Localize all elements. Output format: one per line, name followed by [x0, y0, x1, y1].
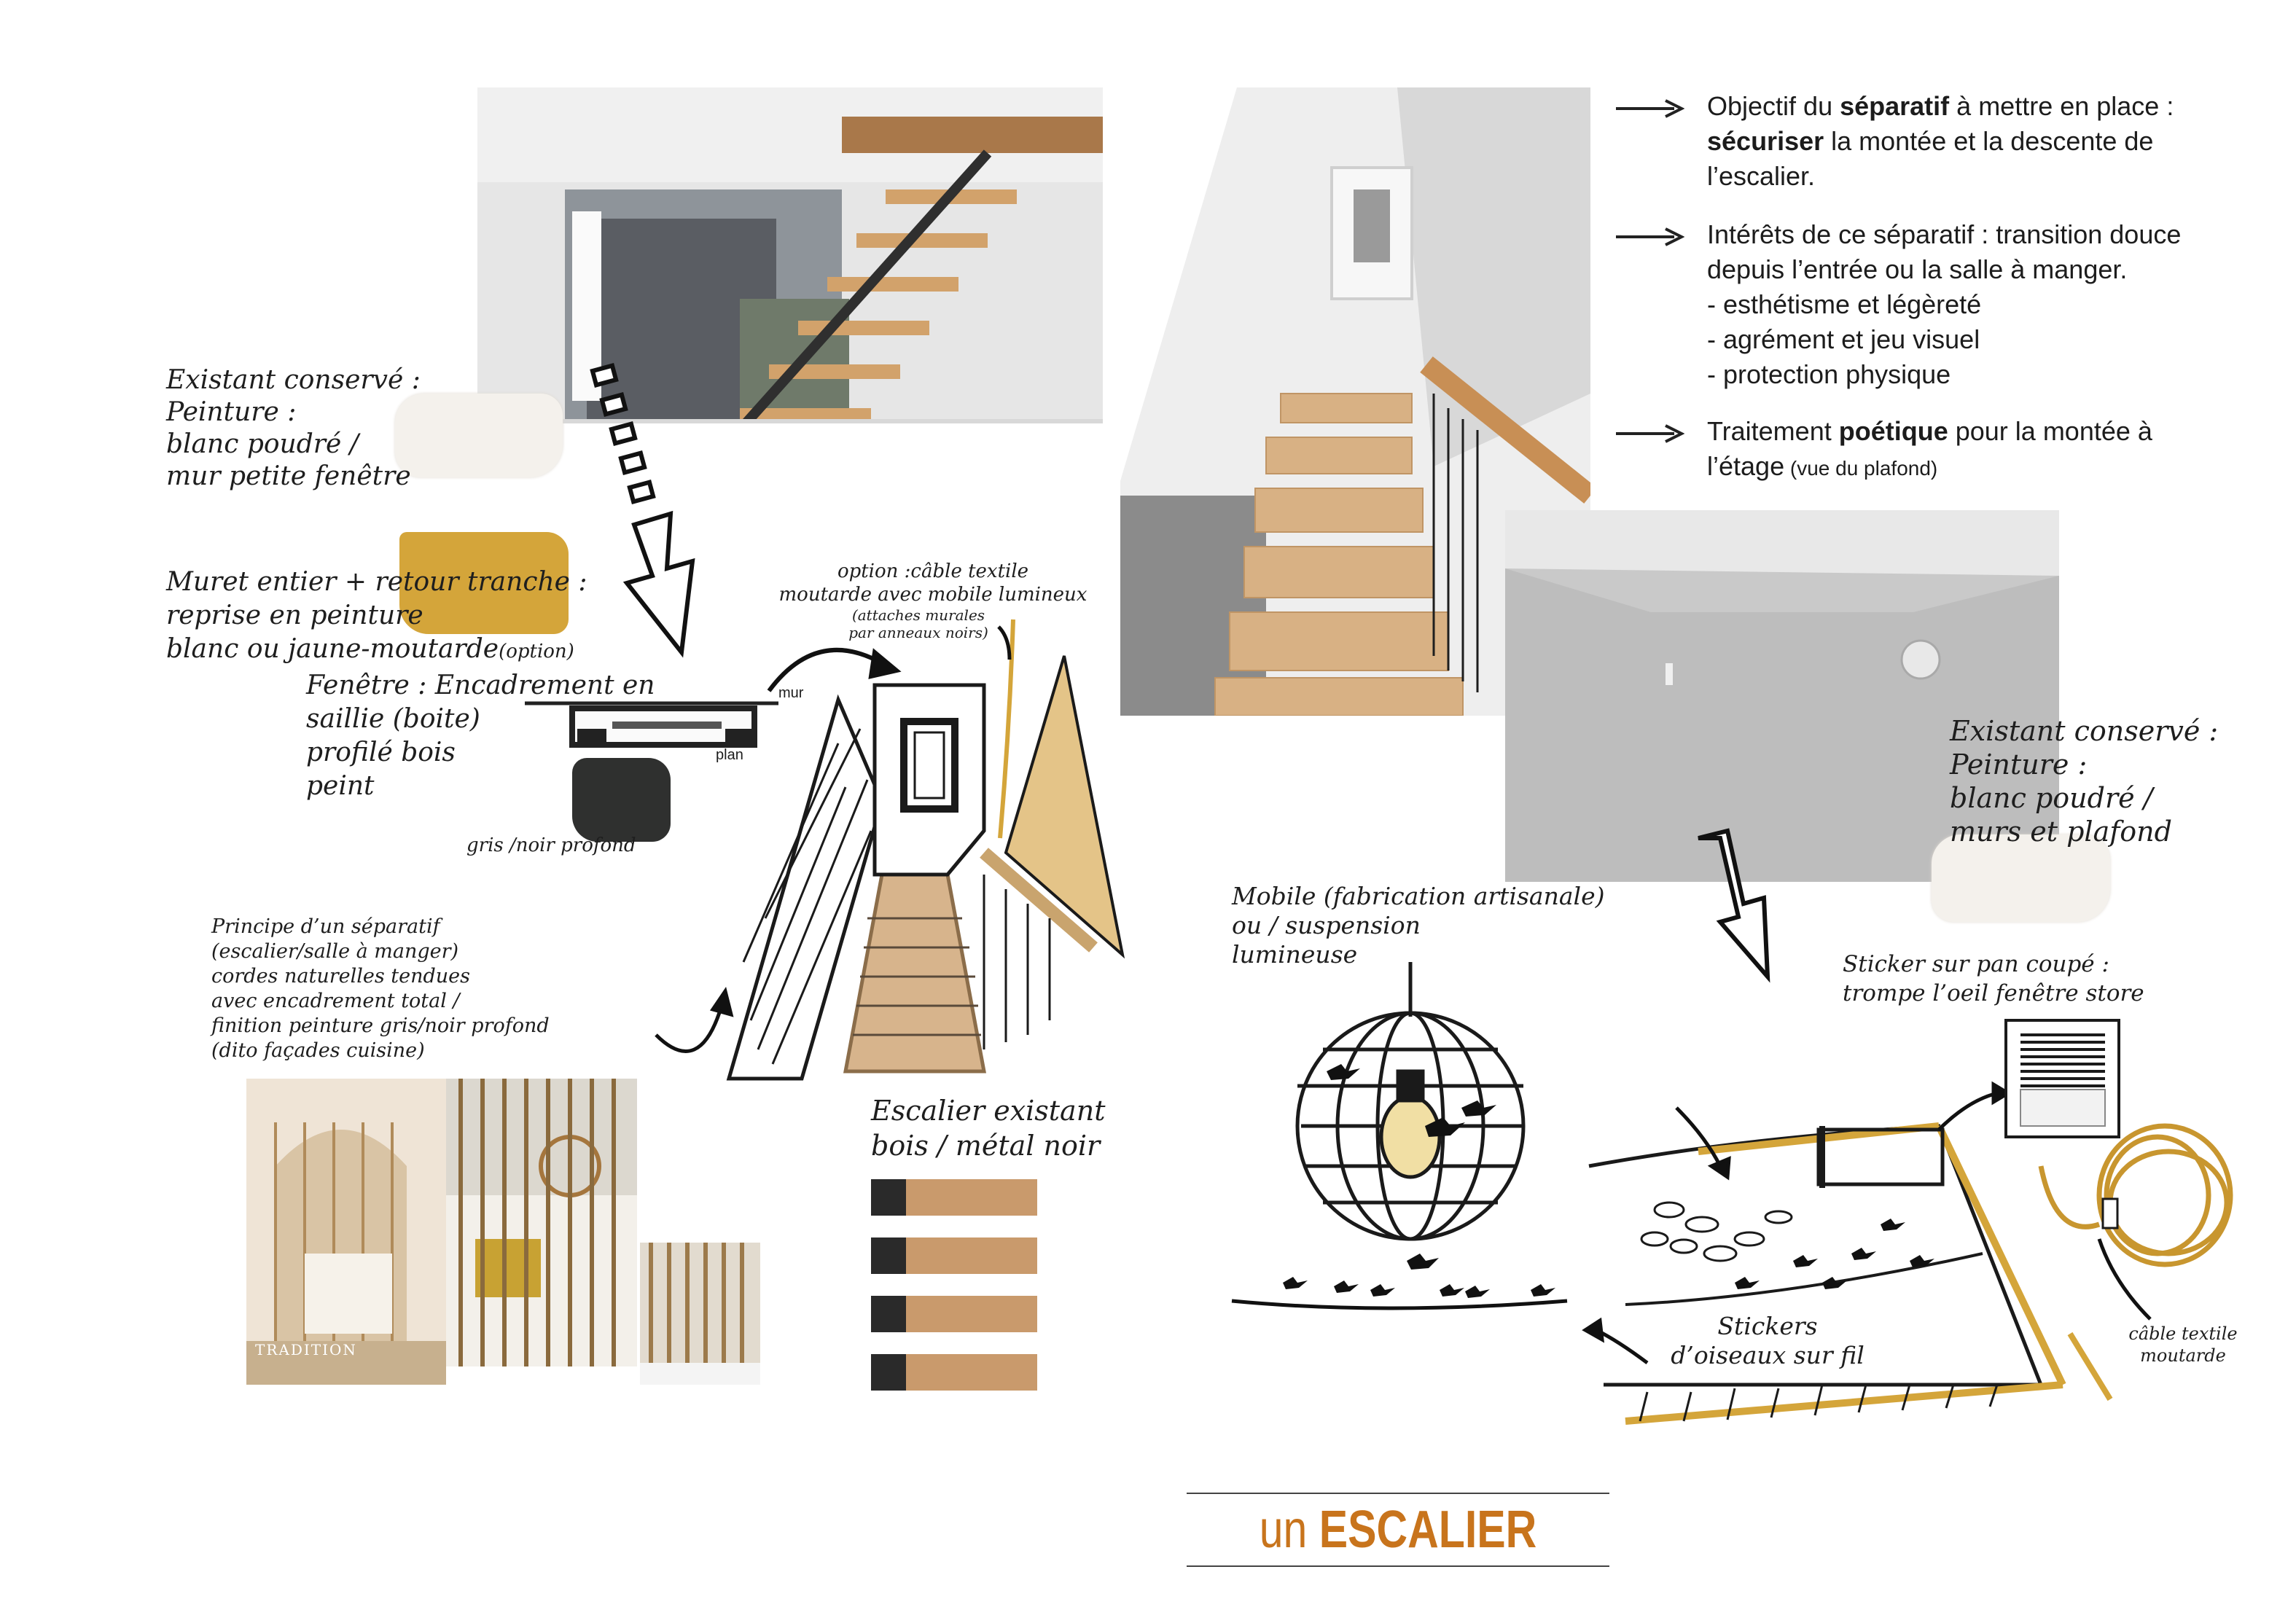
note-stickers-birds: Stickers d’oiseaux sur fil [1671, 1312, 1864, 1369]
cable-segment [2070, 1334, 2110, 1399]
arrow-right-icon [1614, 98, 1684, 120]
note-existing-left: Existant conservé : Peinture : blanc poudré / mur petite fenêtre [166, 365, 421, 491]
bird-icon [1735, 1219, 1934, 1289]
label-plan: plan [716, 747, 743, 763]
note-gris-noir: gris /noir profond [466, 834, 636, 856]
note-escalier-existant: Escalier existant bois / métal noir [871, 1095, 1106, 1162]
note-cable-textile: câble textile moutarde [2128, 1323, 2238, 1366]
note-option-cable-small: (attaches murales par anneaux noirs) [848, 606, 988, 641]
bullet-item: - agrément et jeu visuel [1707, 324, 1980, 354]
label-mur: mur [778, 685, 804, 701]
page-title: un ESCALIER [1259, 1501, 1537, 1559]
plug-icon [2103, 1199, 2117, 1228]
pendant-cage-lamp-sketch [1297, 962, 1523, 1239]
note-fenetre: Fenêtre : Encadrement en saillie (boite) profilé bois peint [306, 670, 655, 801]
note-principe: Principe d’un séparatif (escalier/salle à manger) cordes naturelles tendues avec encadrement total / finition peinture gris/noir profond (dito façades cuisine) [211, 915, 550, 1062]
arrow-right-icon [1614, 226, 1684, 248]
title-rule-bottom [1187, 1565, 1609, 1567]
bird-icon [1283, 1254, 1555, 1298]
textile-cable-coil [2041, 1126, 2230, 1264]
title-rule-top [1187, 1493, 1609, 1494]
objective-block-3: Traitement poétique pour la montée à l’étage (vue du plafond) [1707, 416, 2152, 481]
note-muret: Muret entier + retour tranche : reprise en peinture blanc ou jaune-moutarde(option) [166, 567, 587, 664]
objective-block-2: Intérêts de ce séparatif : transition douce depuis l’entrée ou la salle à manger. - esthétisme et légèreté - agrément et jeu visuel - protection physique [1707, 217, 2261, 392]
arrow-right-icon [1614, 423, 1684, 445]
window-sticker-sketch [2006, 1020, 2119, 1137]
photo-caption: TRADITION [255, 1341, 357, 1358]
bullet-item: - esthétisme et légèreté [1707, 289, 1982, 319]
bullet-item: - protection physique [1707, 359, 1951, 389]
note-option-cable: option :câble textile moutarde avec mobile lumineux [778, 560, 1088, 606]
bird-wire-sketch [1232, 1301, 1567, 1308]
hollow-arrow-down-icon [1698, 831, 1768, 977]
ceiling-sketch [1589, 1126, 2063, 1421]
note-mobile: Mobile (fabrication artisanale) ou / suspension lumineuse [1232, 882, 1605, 969]
note-sticker-window: Sticker sur pan coupé : trompe l’oeil fenêtre store [1843, 951, 2144, 1006]
objective-block-1: Objectif du séparatif à mettre en place : sécuriser la montée et la descente de l’escalier. [1707, 91, 2174, 191]
note-existing-right: Existant conservé : Peinture : blanc poudré / murs et plafond [1950, 715, 2219, 848]
